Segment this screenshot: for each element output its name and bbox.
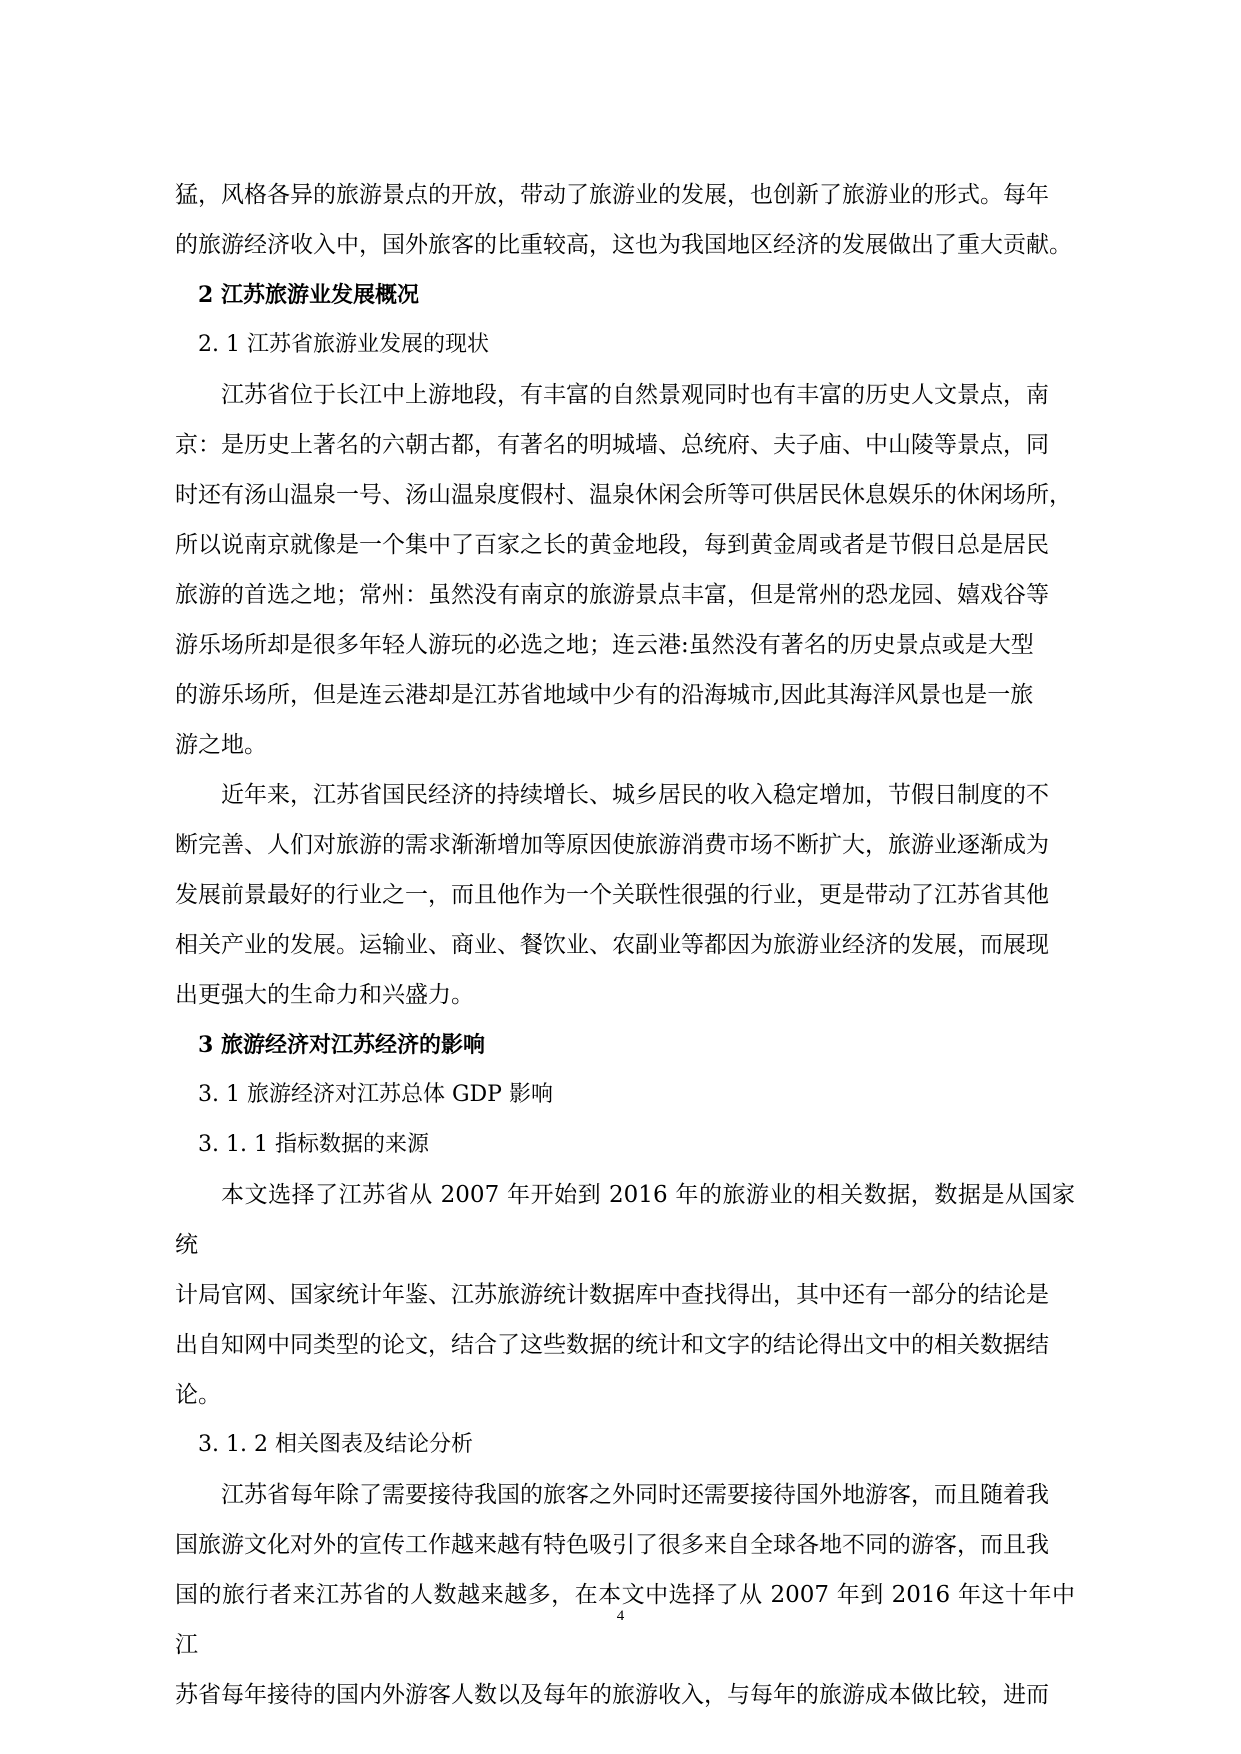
text-line: 断完善、人们对旅游的需求渐渐增加等原因使旅游消费市场不断扩大，旅游业逐渐成为 — [175, 832, 1049, 858]
text-line: 相关产业的发展。运输业、商业、餐饮业、农副业等都因为旅游业经济的发展，而展现 — [175, 932, 1049, 958]
text-line: 计局官网、国家统计年鉴、江苏旅游统计数据库中查找得出，其中还有一部分的结论是 — [175, 1282, 1049, 1308]
text-line: 出自知网中同类型的论文，结合了这些数据的统计和文字的结论得出文中的相关数据结 — [175, 1332, 1049, 1358]
text-line: 时还有汤山温泉一号、汤山温泉度假村、温泉休闲会所等可供居民休息娱乐的休闲场所， — [175, 482, 1072, 508]
text-line: 游乐场所却是很多年轻人游玩的必选之地；连云港:虽然没有著名的历史景点或是大型 — [175, 632, 1034, 658]
subsection-heading: 3. 1 旅游经济对江苏总体 GDP 影响 — [198, 1082, 553, 1107]
subsection-heading: 2. 1 江苏省旅游业发展的现状 — [198, 332, 489, 357]
paragraph — [175, 1170, 1075, 1420]
text-line: 江苏省每年除了需要接待我国的旅客之外同时还需要接待国外地游客，而且随着我 — [221, 1482, 1049, 1508]
text-line: 苏省每年接待的国内外游客人数以及每年的旅游收入，与每年的旅游成本做比较，进而 — [175, 1682, 1049, 1708]
text-line: 的旅游经济收入中，国外旅客的比重较高，这也为我国地区经济的发展做出了重大贡献。 — [175, 232, 1072, 258]
paragraph — [175, 170, 1075, 270]
paragraph — [175, 370, 1075, 770]
text-line: 的游乐场所，但是连云港却是江苏省地域中少有的沿海城市,因此其海洋风景也是一旅 — [175, 682, 1034, 708]
text-line: 国的旅行者来江苏省的人数越来越多，在本文中选择了从 2007 年到 2016 年这十年中江 — [175, 1582, 1075, 1658]
text-line: 本文选择了江苏省从 2007 年开始到 2016 年的旅游业的相关数据，数据是从国家统 — [175, 1182, 1075, 1258]
section-heading: 3 旅游经济对江苏经济的影响 — [198, 1032, 485, 1058]
text-line: 发展前景最好的行业之一，而且他作为一个关联性很强的行业，更是带动了江苏省其他 — [175, 882, 1049, 908]
paragraph — [175, 770, 1075, 1020]
text-line: 国旅游文化对外的宣传工作越来越有特色吸引了很多来自全球各地不同的游客，而且我 — [175, 1532, 1049, 1558]
text-line: 近年来，江苏省国民经济的持续增长、城乡居民的收入稳定增加，节假日制度的不 — [221, 782, 1049, 808]
text-line: 出更强大的生命力和兴盛力。 — [175, 982, 474, 1008]
text-line: 猛，风格各异的旅游景点的开放，带动了旅游业的发展，也创新了旅游业的形式。每年 — [175, 182, 1049, 208]
subsection-heading: 3. 1. 1 指标数据的来源 — [198, 1132, 429, 1157]
text-line: 所以说南京就像是一个集中了百家之长的黄金地段，每到黄金周或者是节假日总是居民 — [175, 532, 1049, 558]
section-heading: 2 江苏旅游业发展概况 — [198, 282, 419, 308]
text-line: 游之地。 — [175, 732, 267, 758]
paragraph — [175, 1470, 1075, 1720]
document-body — [175, 170, 1075, 1720]
text-line: 论。 — [175, 1382, 221, 1408]
subsection-heading: 3. 1. 2 相关图表及结论分析 — [198, 1432, 473, 1457]
text-line: 京：是历史上著名的六朝古都，有著名的明城墙、总统府、夫子庙、中山陵等景点，同 — [175, 432, 1049, 458]
text-line: 旅游的首选之地；常州：虽然没有南京的旅游景点丰富，但是常州的恐龙园、嬉戏谷等 — [175, 582, 1049, 608]
page-number: 4 — [616, 1608, 625, 1624]
text-line: 江苏省位于长江中上游地段，有丰富的自然景观同时也有丰富的历史人文景点，南 — [221, 382, 1049, 408]
